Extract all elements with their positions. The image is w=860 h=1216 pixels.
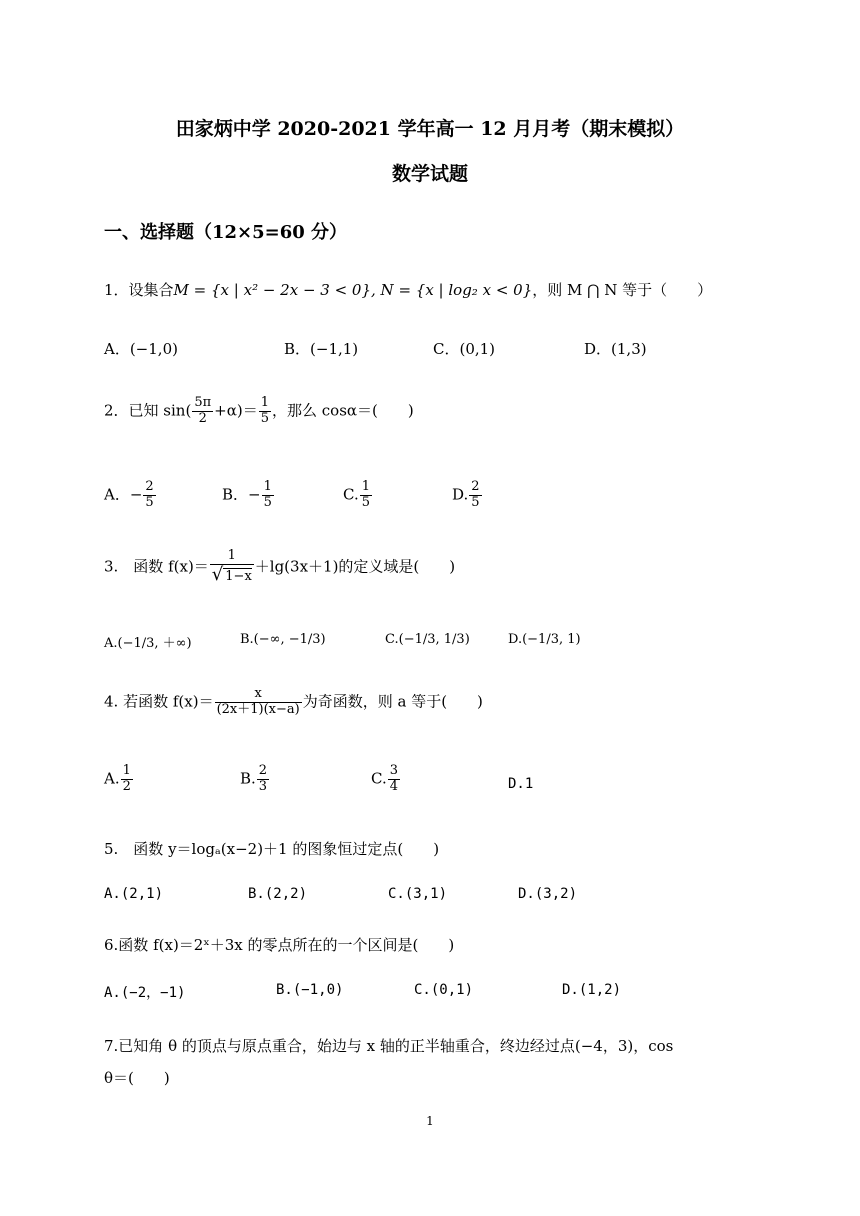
q1-prefix: 1．设集合	[104, 281, 174, 299]
q6-option-d: D.(1,2)	[562, 982, 622, 998]
q5-option-d: D.(3,2)	[518, 886, 578, 902]
q3-suffix: ＋lg(3x＋1)的定义域是( )	[254, 557, 456, 576]
q3-prefix: 3. 函数 f(x)＝	[104, 557, 209, 576]
q5-option-c: C.(3,1)	[388, 886, 448, 902]
q1-sets: M = {x | x² − 2x − 3 < 0}, N = {x | log₂ x < 0}	[173, 281, 533, 299]
q3-fraction: $\frac{1}{√ 1-x}$	[211, 548, 252, 585]
q3-option-a: A.(−1/3, ＋∞)	[104, 636, 192, 651]
q3-option-c: C.(−1/3, 1/3)	[385, 632, 470, 647]
q1-option-b: B．(−1,1)	[284, 340, 359, 358]
q2-angle-fraction: $\frac{5\pi}{2}$	[194, 395, 212, 426]
q6-option-c: C.(0,1)	[414, 982, 474, 998]
q2-mid: +α)＝	[214, 401, 258, 420]
q2-prefix: 2．已知 sin(	[104, 401, 192, 420]
q4-prefix: 4. 若函数 f(x)＝	[104, 692, 214, 711]
question-7-line-2: θ＝( )	[104, 1069, 170, 1087]
question-3	[104, 549, 455, 586]
q5-option-a: A.(2,1)	[104, 886, 164, 902]
question-4	[104, 687, 483, 718]
q2-option-a: A．− $\frac{2}{5}$	[104, 479, 154, 510]
q4-fraction: $\frac{x}{(2x+1)(x-a)}$	[216, 686, 300, 717]
q4-option-b: B. $\frac{2}{3}$	[240, 763, 268, 794]
q3-option-d: D.(−1/3, 1)	[508, 632, 581, 647]
q1-suffix: ，则 M ⋂ N 等于（ ）	[532, 281, 713, 299]
question-7-line-1: 7.已知角 θ 的顶点与原点重合，始边与 x 轴的正半轴重合，终边经过点(−4，3)，cos	[104, 1037, 674, 1055]
q2-option-c: C. $\frac{1}{5}$	[343, 479, 370, 510]
q3-option-b: B.(−∞, −1/3)	[240, 632, 326, 647]
q4-option-c: C. $\frac{3}{4}$	[371, 763, 398, 794]
page-subtitle: 数学试题	[391, 163, 468, 185]
q4-suffix: 为奇函数，则 a 等于( )	[302, 692, 483, 711]
q6-option-b: B.(−1,0)	[276, 982, 344, 998]
q2-option-d: D. $\frac{2}{5}$	[452, 479, 480, 510]
q2-option-b: B．− $\frac{1}{5}$	[222, 479, 272, 510]
question-5: 5. 函数 y＝logₐ(x−2)＋1 的图象恒过定点( )	[104, 840, 440, 858]
q4-option-d: D.1	[508, 776, 534, 792]
q2-rhs-fraction: $\frac{1}{5}$	[260, 395, 269, 426]
question-2	[104, 396, 414, 427]
q1-option-d: D．(1,3)	[584, 340, 647, 358]
question-1	[104, 279, 712, 300]
page-title: 田家炳中学 2020-2021 学年高一 12 月月考（期末模拟）	[175, 118, 685, 140]
q4-option-a: A. $\frac{1}{2}$	[104, 763, 131, 794]
q1-option-c: C．(0,1)	[433, 340, 496, 358]
page-number: 1	[426, 1114, 434, 1128]
q6-option-a: A.(−2，−1)	[104, 985, 186, 1001]
question-6: 6.函数 f(x)＝2ˣ＋3x 的零点所在的一个区间是( )	[104, 936, 455, 954]
q2-suffix: ，那么 cosα＝( )	[272, 401, 414, 420]
section-heading: 一、选择题（12×5=60 分）	[104, 222, 348, 243]
q5-option-b: B.(2,2)	[248, 886, 308, 902]
q1-option-a: A．(−1,0)	[104, 340, 178, 358]
